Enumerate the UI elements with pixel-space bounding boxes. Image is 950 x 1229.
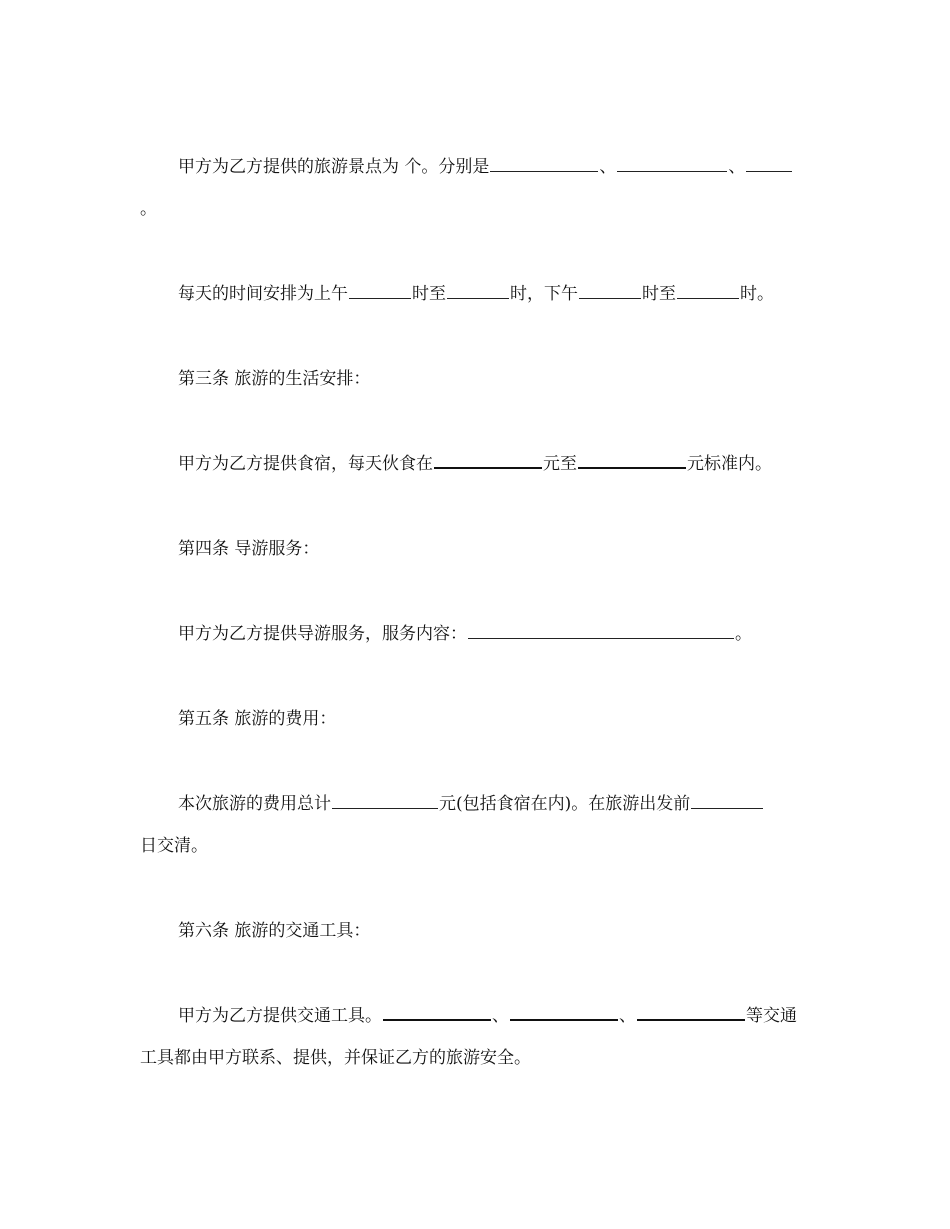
- attractions-paragraph: [140, 146, 812, 230]
- guide-content-blank[interactable]: [468, 637, 734, 639]
- article-6-heading: 第六条 旅游的交通工具：: [178, 921, 371, 941]
- article-4-heading: 第四条 导游服务：: [178, 539, 320, 559]
- article-3-heading: 第三条 旅游的生活安排：: [178, 369, 371, 389]
- fees-paragraph: [140, 783, 812, 867]
- fee-days-blank[interactable]: [691, 807, 763, 809]
- attraction-3-blank[interactable]: [746, 170, 792, 172]
- separator: 、: [599, 157, 617, 177]
- meals-text-to: 元至: [543, 454, 577, 474]
- meals-text-end: 元标准内。: [687, 454, 772, 474]
- morning-start-blank[interactable]: [349, 297, 411, 299]
- attraction-2-blank[interactable]: [617, 170, 727, 172]
- schedule-text-to: 时至: [412, 284, 446, 304]
- meals-text: 甲方为乙方提供食宿，每天伙食在: [178, 454, 433, 474]
- transport-paragraph: [140, 995, 812, 1079]
- fees-text: 本次旅游的费用总计: [178, 794, 331, 814]
- separator: 、: [619, 1006, 636, 1026]
- fees-text-mid: 元(包括食宿在内)。在旅游出发前: [439, 794, 691, 814]
- guide-paragraph: [140, 613, 812, 655]
- meals-paragraph: [140, 443, 812, 485]
- fees-text-end: 日交清。: [140, 836, 208, 856]
- article-5-heading: 第五条 旅游的费用：: [178, 709, 337, 729]
- attraction-1-blank[interactable]: [490, 170, 598, 172]
- schedule-text-morning: 每天的时间安排为上午: [178, 284, 348, 304]
- morning-end-blank[interactable]: [447, 297, 509, 299]
- transport-text-end: 等交通工具都由甲方联系、提供，并保证乙方的旅游安全。: [140, 1006, 797, 1068]
- separator: 、: [728, 157, 746, 177]
- meal-max-blank[interactable]: [578, 466, 686, 469]
- attractions-text: 甲方为乙方提供的旅游景点为 个。分别是: [178, 157, 490, 177]
- afternoon-start-blank[interactable]: [579, 297, 641, 299]
- separator: 、: [492, 1006, 509, 1026]
- fee-total-blank[interactable]: [332, 807, 438, 809]
- period-mark: 。: [140, 199, 157, 219]
- transport-2-blank[interactable]: [510, 1018, 618, 1021]
- transport-text: 甲方为乙方提供交通工具。: [178, 1006, 382, 1026]
- guide-text: 甲方为乙方提供导游服务，服务内容：: [178, 624, 467, 644]
- schedule-text-end: 时。: [740, 284, 774, 304]
- schedule-text-afternoon: 时，下午: [510, 284, 578, 304]
- schedule-paragraph: [140, 273, 812, 315]
- schedule-text-to-2: 时至: [642, 284, 676, 304]
- transport-3-blank[interactable]: [637, 1018, 745, 1021]
- meal-min-blank[interactable]: [434, 466, 542, 469]
- guide-text-end: 。: [735, 624, 752, 644]
- afternoon-end-blank[interactable]: [677, 297, 739, 299]
- transport-1-blank[interactable]: [383, 1018, 491, 1021]
